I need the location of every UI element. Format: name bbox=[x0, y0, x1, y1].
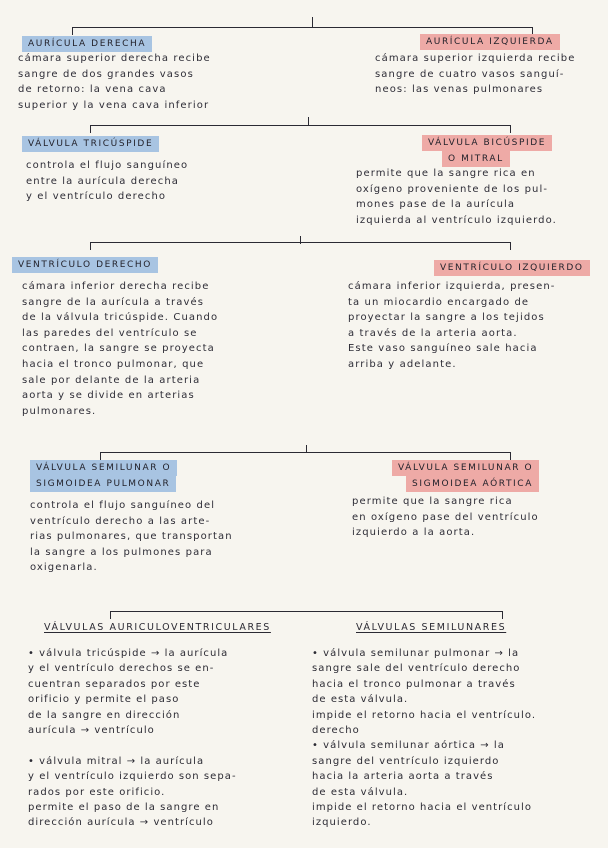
bracket-tick bbox=[312, 17, 313, 27]
semilunar-aortica-title-2: SIGMOIDEA AÓRTICA bbox=[406, 476, 539, 492]
auricula-derecha-text: cámara superior derecha recibe sangre de dos grandes vasos de retorno: la vena cava superior y la vena cava inferior bbox=[18, 53, 211, 111]
auriculoventriculares-heading: VÁLVULAS AURICULOVENTRICULARES bbox=[44, 622, 271, 633]
semilunar-aortica-text: permite que la sangre rica en oxígeno pase del ventrículo izquierdo a la aorta. bbox=[352, 496, 539, 539]
ventriculo-derecho-title: VENTRÍCULO DERECHO bbox=[12, 257, 158, 273]
valvula-bicuspide-title: VÁLVULA BICÚSPIDE bbox=[422, 135, 552, 151]
bracket-tick bbox=[502, 611, 503, 619]
bracket-tick bbox=[90, 242, 91, 250]
ventriculo-izquierdo-title: VENTRÍCULO IZQUIERDO bbox=[434, 260, 590, 276]
bracket-line bbox=[100, 452, 510, 453]
auricula-derecha-title: AURÍCULA DERECHA bbox=[22, 36, 152, 52]
bracket-line bbox=[90, 125, 510, 126]
bracket-tick bbox=[510, 125, 511, 133]
bracket-line bbox=[110, 611, 502, 612]
bracket-line bbox=[72, 27, 532, 28]
bracket-tick bbox=[306, 445, 307, 453]
auricula-izquierda-text: cámara superior izquierda recibe sangre de cuatro vasos sanguí- neos: las venas pulmonares bbox=[375, 53, 576, 96]
bracket-tick bbox=[308, 117, 309, 125]
semilunar-pulmonar-text: controla el flujo sanguíneo del ventrículo derecho a las arte- rias pulmonares, que transportan la sangre a los pulmones para oxigenarla. bbox=[30, 500, 233, 574]
semilunar-pulmonar-title-2: SIGMOIDEA PULMONAR bbox=[30, 476, 176, 492]
valvula-bicuspide-title-2: O MITRAL bbox=[442, 151, 510, 167]
ventriculo-derecho-text: cámara inferior derecha recibe sangre de la aurícula a través de la válvula tricúspide. Cuando las paredes del ventrículo se contraen, la sangre se proyecta hacia el tronco pulmonar, que sale por delante de la arteria aorta y se divide en arterias pulmonares. bbox=[22, 281, 219, 417]
semilunar-aortica-title: VÁLVULA SEMILUNAR O bbox=[392, 460, 539, 476]
bracket-tick bbox=[300, 236, 301, 244]
bracket-tick bbox=[510, 242, 511, 250]
semilunares-list: • válvula semilunar pulmonar → la sangre sale del ventrículo derecho hacia el tronco pulmonar a través de esta válvula. impide el retorno hacia el ventrículo. derecho • válvula semilunar aórtica → la sangre del ventrículo izquierdo hacia la arteria aorta a través de esta válvula. impide el retorno hacia el ventrículo izquierdo. bbox=[312, 648, 537, 829]
valvula-bicuspide-text: permite que la sangre rica en oxígeno proveniente de los pul- mones pase de la aurícula izquierda al ventrículo izquierdo. bbox=[356, 168, 557, 226]
auriculoventriculares-list: • válvula tricúspide → la aurícula y el ventrículo derechos se en- cuentran separados por este orificio y permite el paso de la sangre en dirección aurícula → ventrículo • válvula mitral → la aurícula y el ventrículo izquierdo son sepa- rados por este orificio. permite el paso de la sangre en dirección aurícula → ventrículo bbox=[28, 648, 237, 829]
valvula-tricuspide-title: VÁLVULA TRICÚSPIDE bbox=[22, 136, 159, 152]
bracket-tick bbox=[90, 125, 91, 133]
bracket-tick bbox=[100, 452, 101, 460]
bracket-tick bbox=[110, 611, 111, 619]
auricula-izquierda-title: AURÍCULA IZQUIERDA bbox=[420, 34, 560, 50]
bracket-tick bbox=[72, 27, 73, 35]
ventriculo-izquierdo-text: cámara inferior izquierda, presen- ta un miocardio encargado de proyectar la sangre a los tejidos a través de la arteria aorta. Este vaso sanguíneo sale hacia arriba y adelante. bbox=[348, 281, 556, 370]
semilunar-pulmonar-title: VÁLVULA SEMILUNAR O bbox=[30, 460, 177, 476]
valvula-tricuspide-text: controla el flujo sanguíneo entre la aurícula derecha y el ventrículo derecho bbox=[26, 160, 189, 203]
bracket-tick bbox=[510, 452, 511, 460]
semilunares-heading: VÁLVULAS SEMILUNARES bbox=[356, 622, 507, 633]
